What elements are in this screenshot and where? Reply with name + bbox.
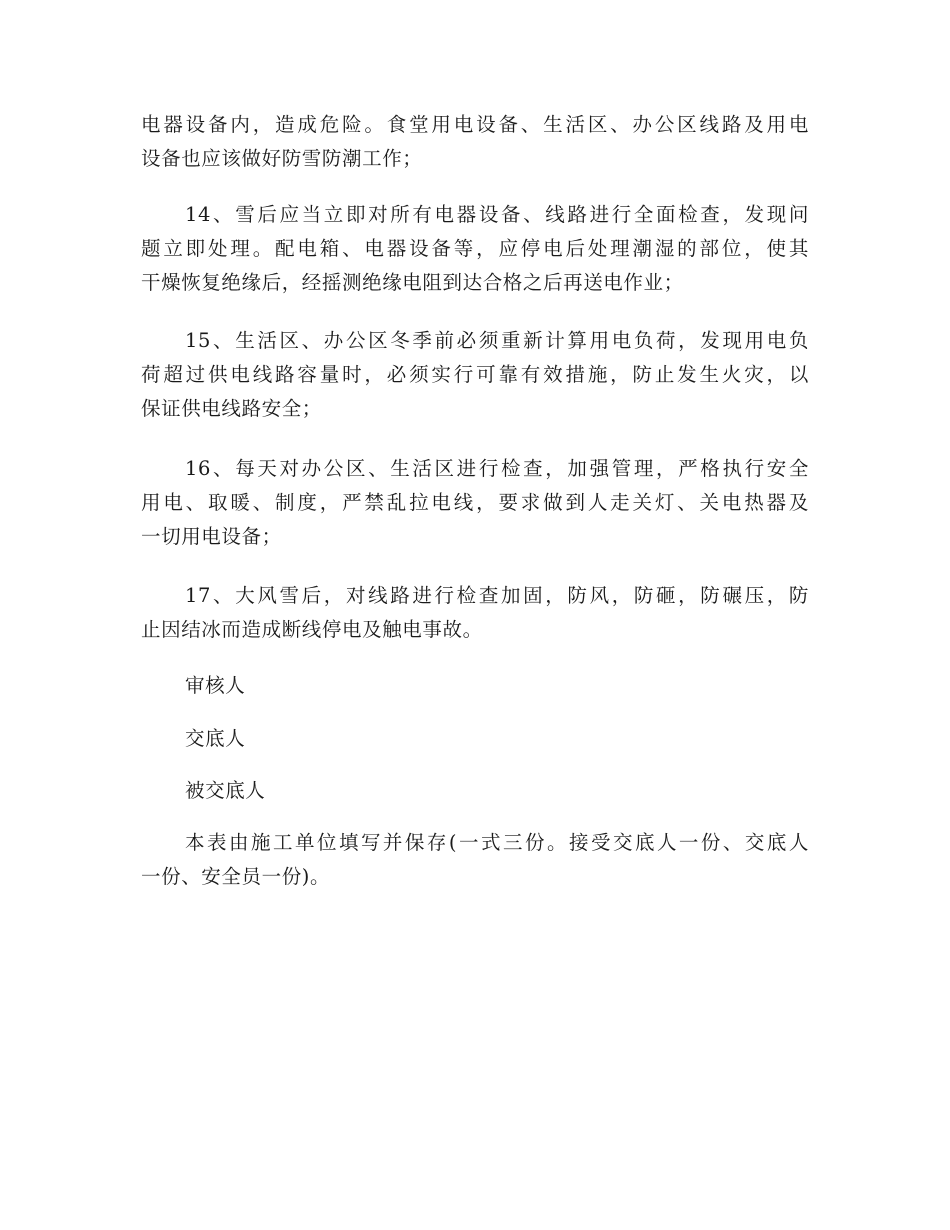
text-line: 设备也应该做好防雪防潮工作； [141, 147, 423, 170]
text-line: 17、大风雪后，对线路进行检查加固，防风，防砸，防碾压，防 [185, 584, 809, 607]
text-line: 题立即处理。配电箱、电器设备等，应停电后处理潮湿的部位，使其 [141, 237, 809, 260]
signature-label-discloser: 交底人 [185, 727, 246, 750]
paragraph-item-15 [141, 324, 809, 426]
footer-note [141, 826, 809, 894]
text-line: 用电、取暖、制度，严禁乱拉电线，要求做到人走关灯、关电热器及 [141, 491, 809, 514]
text-line: 16、每天对办公区、生活区进行检查，加强管理，严格执行安全 [185, 457, 809, 480]
text-line: 干燥恢复绝缘后，经摇测绝缘电阻到达合格之后再送电作业； [141, 271, 684, 294]
signature-label-reviewer: 审核人 [185, 674, 246, 697]
text-line: 本表由施工单位填写并保存(一式三份。接受交底人一份、交底人 [185, 831, 809, 854]
signature-reviewer [141, 669, 809, 703]
text-line: 15、生活区、办公区冬季前必须重新计算用电负荷，发现用电负 [185, 329, 809, 352]
text-line: 保证供电线路安全； [141, 397, 322, 420]
signature-discloser [141, 722, 809, 756]
paragraph-item-14 [141, 198, 809, 300]
paragraph-item-16 [141, 452, 809, 554]
text-line: 电器设备内，造成危险。食堂用电设备、生活区、办公区线路及用电 [141, 113, 809, 136]
paragraph-item-17 [141, 579, 809, 647]
signature-recipient [141, 774, 809, 808]
paragraph-continuation [141, 108, 809, 176]
text-line: 止因结冰而造成断线停电及触电事故。 [141, 618, 483, 641]
text-line: 荷超过供电线路容量时，必须实行可靠有效措施，防止发生火灾，以 [141, 363, 809, 386]
text-line: 一份、安全员一份)。 [141, 865, 331, 888]
text-line: 14、雪后应当立即对所有电器设备、线路进行全面检查，发现问 [185, 203, 809, 226]
signature-label-recipient: 被交底人 [185, 779, 266, 802]
text-line: 一切用电设备； [141, 525, 282, 548]
